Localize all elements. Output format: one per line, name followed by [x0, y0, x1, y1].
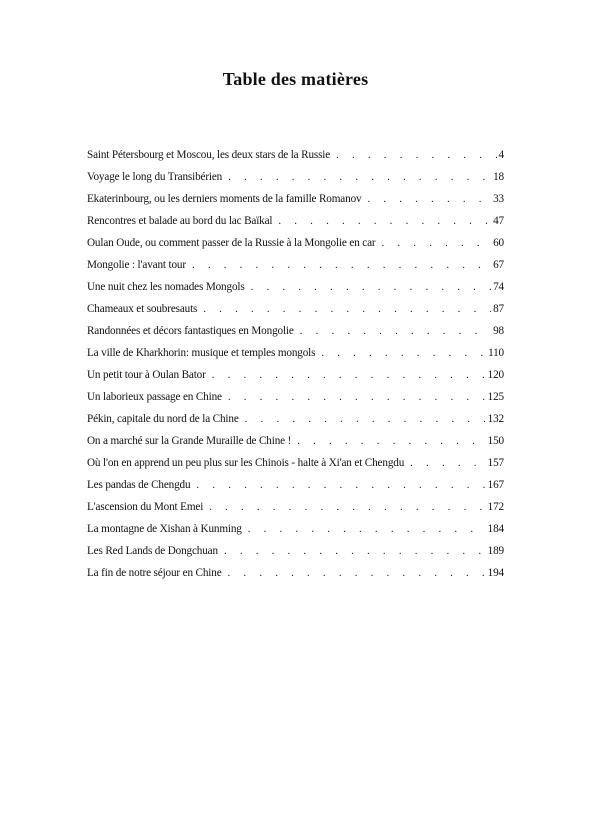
toc-entry-page-number: 150	[487, 435, 504, 447]
toc-entry-page-number: 194	[487, 567, 504, 579]
toc-entry-page-number: 4	[498, 149, 504, 161]
dot-leader	[278, 214, 491, 228]
toc-entry-page-number: 60	[493, 237, 504, 249]
toc-entry-page-number: 132	[487, 413, 504, 425]
table-of-contents	[87, 148, 504, 588]
toc-entry-label: L'ascension du Mont Emei	[87, 501, 204, 513]
dot-leader	[228, 566, 486, 580]
dot-leader	[209, 500, 485, 514]
toc-entry[interactable]	[87, 302, 504, 324]
toc-entry[interactable]	[87, 148, 504, 170]
dot-leader	[321, 346, 486, 360]
toc-entry[interactable]	[87, 434, 504, 456]
dot-leader	[367, 192, 491, 206]
dot-leader	[228, 170, 491, 184]
toc-entry-label: Les Red Lands de Dongchuan	[87, 545, 218, 557]
toc-entry-label: La montagne de Xishan à Kunming	[87, 523, 242, 535]
dot-leader	[192, 258, 491, 272]
dot-leader	[245, 412, 486, 426]
toc-entry[interactable]	[87, 544, 504, 566]
toc-entry-page-number: 18	[493, 171, 504, 183]
toc-entry[interactable]	[87, 412, 504, 434]
toc-entry[interactable]	[87, 346, 504, 368]
toc-entry[interactable]	[87, 324, 504, 346]
toc-entry[interactable]	[87, 368, 504, 390]
dot-leader	[228, 390, 486, 404]
toc-entry-page-number: 33	[493, 193, 504, 205]
toc-entry-label: Rencontres et balade au bord du lac Baïkal	[87, 215, 273, 227]
toc-entry-page-number: 110	[488, 347, 504, 359]
toc-entry[interactable]	[87, 170, 504, 192]
dot-leader	[410, 456, 486, 470]
toc-entry-page-number: 47	[493, 215, 504, 227]
toc-entry[interactable]	[87, 478, 504, 500]
toc-entry-label: Saint Pétersbourg et Moscou, les deux stars de la Russie	[87, 149, 331, 161]
toc-entry-label: La fin de notre séjour en Chine	[87, 567, 222, 579]
toc-entry-label: Les pandas de Chengdu	[87, 479, 191, 491]
toc-entry-label: Mongolie : l'avant tour	[87, 259, 186, 271]
dot-leader	[224, 544, 486, 558]
toc-entry-label: Où l'on en apprend un peu plus sur les Chinois - halte à Xi'an et Chengdu	[87, 457, 405, 469]
toc-entry[interactable]	[87, 236, 504, 258]
toc-entry-page-number: 125	[487, 391, 504, 403]
toc-entry-page-number: 74	[493, 281, 504, 293]
toc-entry[interactable]	[87, 522, 504, 544]
toc-entry[interactable]	[87, 214, 504, 236]
dot-leader	[336, 148, 496, 162]
toc-entry[interactable]	[87, 258, 504, 280]
dot-leader	[300, 324, 491, 338]
dot-leader	[297, 434, 485, 448]
toc-entry[interactable]	[87, 280, 504, 302]
toc-entry-page-number: 157	[487, 457, 504, 469]
toc-entry-page-number: 172	[487, 501, 504, 513]
dot-leader	[212, 368, 486, 382]
toc-entry-label: Chameaux et soubresauts	[87, 303, 198, 315]
toc-entry[interactable]	[87, 566, 504, 588]
toc-entry-label: Un petit tour à Oulan Bator	[87, 369, 206, 381]
toc-entry[interactable]	[87, 192, 504, 214]
toc-entry[interactable]	[87, 500, 504, 522]
toc-title: Table des matières	[222, 69, 369, 89]
dot-leader	[382, 236, 492, 250]
toc-entry-label: Randonnées et décors fantastiques en Mongolie	[87, 325, 294, 337]
dot-leader	[251, 280, 492, 294]
toc-entry-page-number: 167	[487, 479, 504, 491]
toc-entry-label: Une nuit chez les nomades Mongols	[87, 281, 245, 293]
toc-entry-label: On a marché sur la Grande Muraille de Chine !	[87, 435, 292, 447]
toc-entry-page-number: 98	[493, 325, 504, 337]
toc-entry[interactable]	[87, 390, 504, 412]
dot-leader	[248, 522, 486, 536]
toc-entry-label: Oulan Oude, ou comment passer de la Russie à la Mongolie en car	[87, 237, 376, 249]
toc-entry-label: Pékin, capitale du nord de la Chine	[87, 413, 239, 425]
toc-entry-page-number: 87	[493, 303, 504, 315]
toc-entry-label: La ville de Kharkhorin: musique et temples mongols	[87, 347, 316, 359]
toc-entry[interactable]	[87, 456, 504, 478]
dot-leader	[203, 302, 491, 316]
dot-leader	[196, 478, 485, 492]
toc-entry-page-number: 67	[493, 259, 504, 271]
toc-entry-label: Un laborieux passage en Chine	[87, 391, 222, 403]
toc-entry-page-number: 120	[487, 369, 504, 381]
toc-entry-label: Voyage le long du Transibérien	[87, 171, 223, 183]
toc-entry-page-number: 189	[487, 545, 504, 557]
toc-entry-page-number: 184	[487, 523, 504, 535]
toc-entry-label: Ekaterinbourg, ou les derniers moments de la famille Romanov	[87, 193, 362, 205]
